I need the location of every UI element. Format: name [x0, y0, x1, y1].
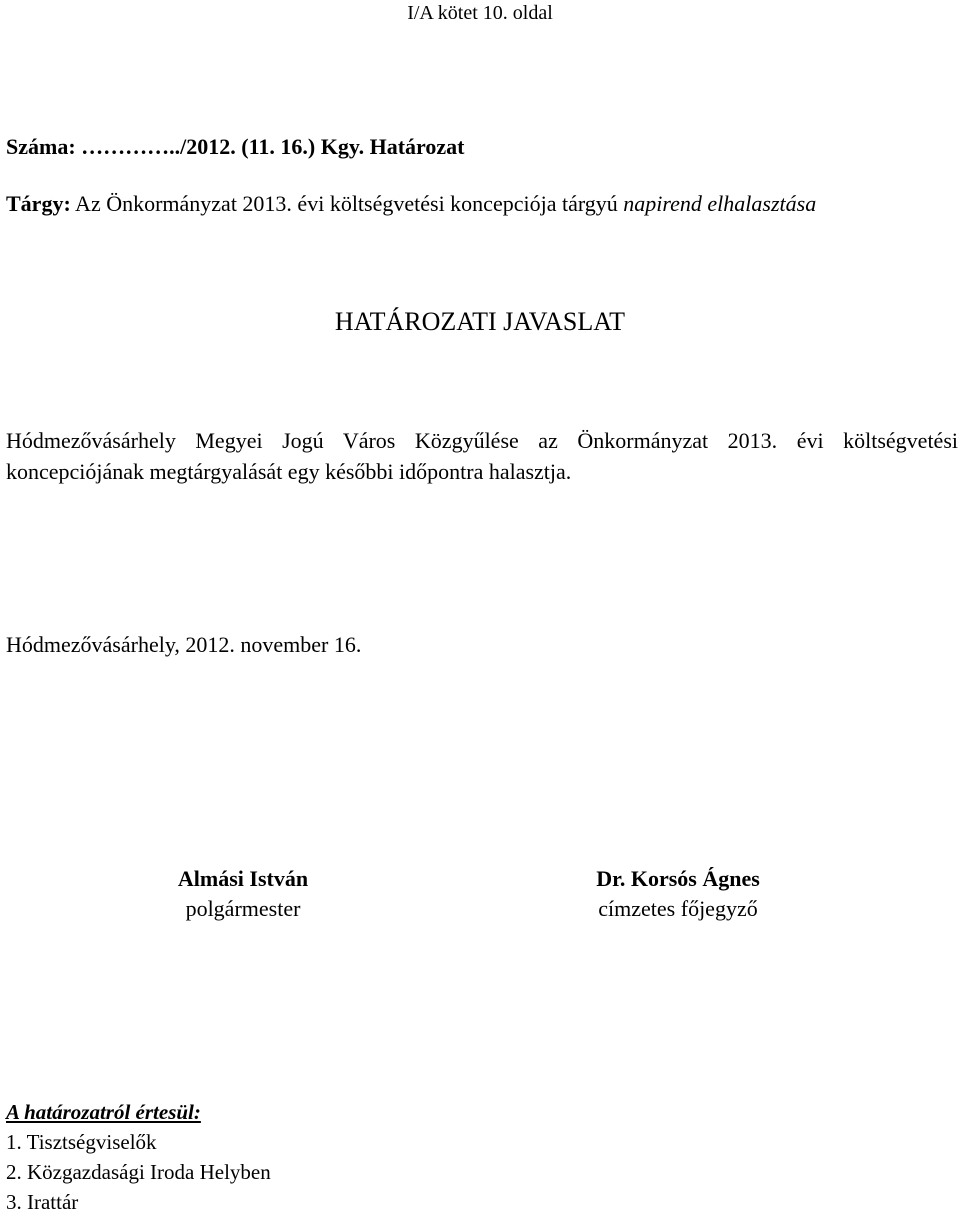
signer-notary	[548, 864, 808, 924]
subject-italic-text: napirend elhalasztása	[623, 191, 817, 216]
resolution-number: Száma: …………../2012. (11. 16.) Kgy. Határozat	[6, 134, 465, 159]
signer-name: Dr. Korsós Ágnes	[596, 866, 760, 891]
subject-text: Az Önkormányzat 2013. évi költségvetési koncepciója tárgyú	[70, 191, 624, 216]
subject-line	[6, 191, 816, 217]
signer-mayor	[118, 864, 368, 924]
list-item: 2. Közgazdasági Iroda Helyben	[6, 1160, 271, 1184]
body-line-1: Hódmezővásárhely Megyei Jogú Város Közgyűlése az Önkormányzat 2013. évi költségvetési	[6, 428, 958, 453]
signer-role: címzetes főjegyző	[598, 896, 758, 921]
list-item: 3. Irattár	[6, 1190, 79, 1214]
list-item: 1. Tisztségviselők	[6, 1130, 157, 1154]
document-title: HATÁROZATI JAVASLAT	[334, 307, 626, 336]
notification-heading: A határozatról értesül:	[6, 1100, 201, 1124]
place-and-date: Hódmezővásárhely, 2012. november 16.	[6, 632, 362, 657]
signer-name: Almási István	[177, 866, 309, 891]
page-header: I/A kötet 10. oldal	[407, 2, 553, 24]
resolution-body	[6, 425, 958, 487]
signer-role: polgármester	[185, 896, 301, 921]
body-line-2: koncepciójának megtárgyalását egy későbbi időpontra halasztja.	[6, 459, 572, 484]
notification-list	[6, 1097, 271, 1217]
subject-label: Tárgy:	[6, 191, 71, 216]
